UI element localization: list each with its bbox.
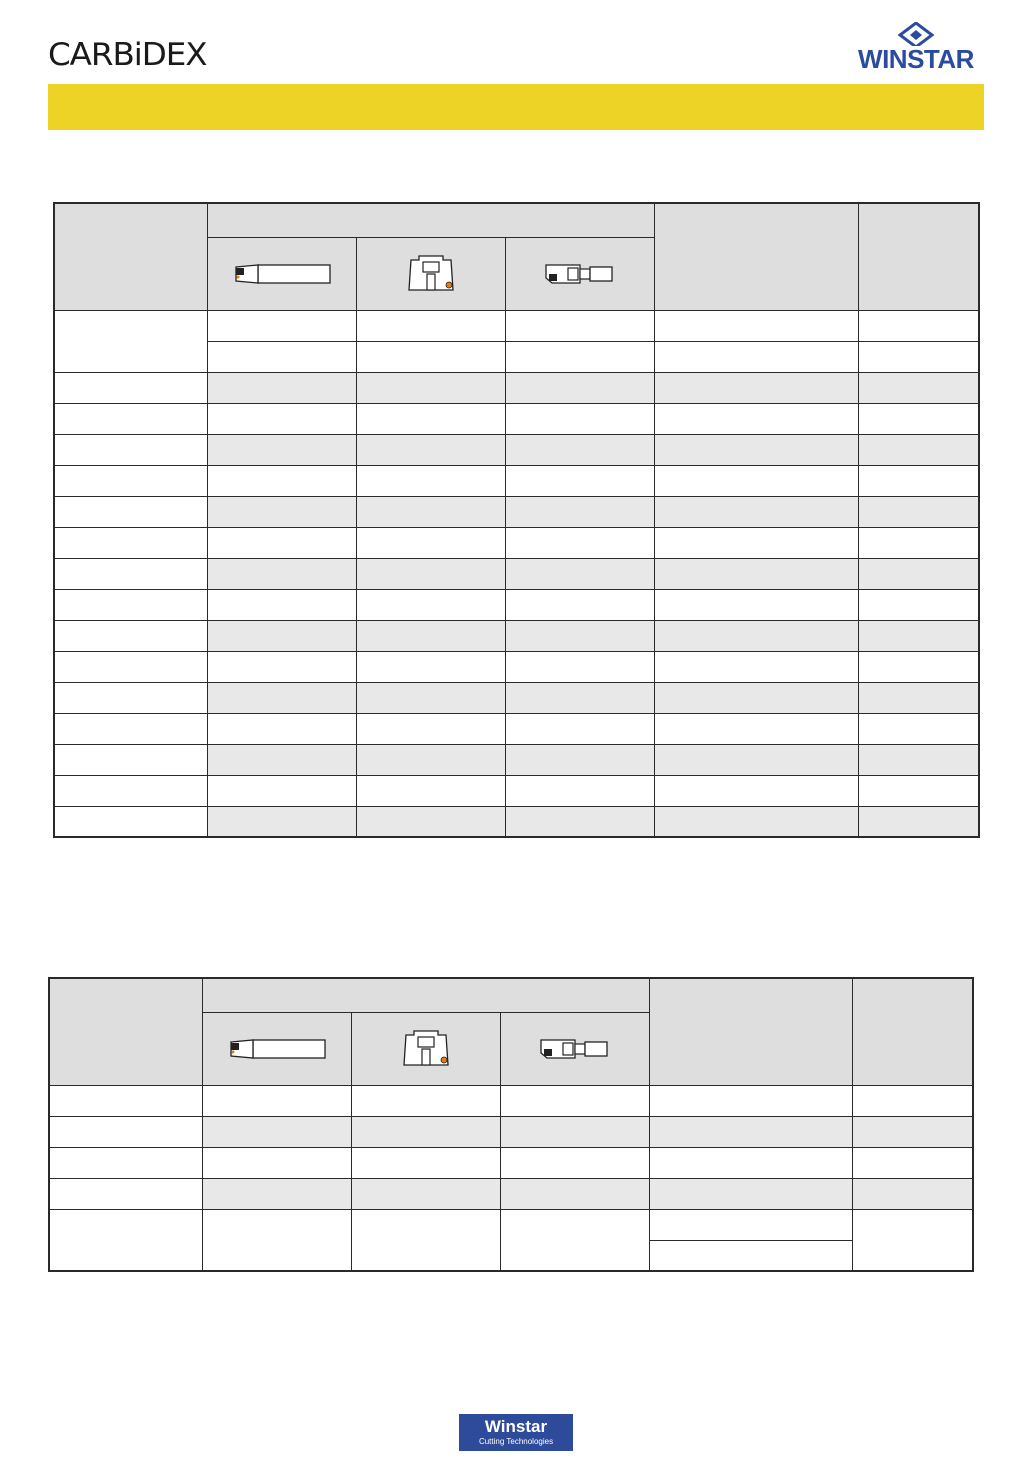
header-cell-grade	[654, 203, 858, 310]
table-cell	[49, 1209, 202, 1271]
grade-table-2	[48, 977, 974, 1272]
footer-tagline: Cutting Technologies	[478, 1437, 554, 1446]
table-cell	[207, 310, 356, 341]
carbidex-wordmark: CARBiDEX	[48, 37, 207, 73]
tool-type-end-mill	[207, 237, 356, 310]
header-cell-material	[49, 978, 202, 1085]
table-cell	[356, 310, 505, 341]
winstar-logo	[848, 22, 984, 72]
table-row	[54, 775, 979, 806]
table-row	[49, 1085, 973, 1116]
footer-brand: Winstar	[484, 1417, 548, 1436]
table-row	[54, 496, 979, 527]
table-cell	[649, 1209, 852, 1240]
table-cell	[500, 1209, 649, 1271]
grade-table-1	[53, 202, 980, 838]
tool-type-modular-head	[500, 1012, 649, 1085]
modular-head-icon	[539, 1036, 611, 1062]
table-row	[49, 1178, 973, 1209]
table-cell	[202, 1209, 351, 1271]
table-cell	[505, 310, 654, 341]
face-mill-cutter-icon	[400, 1029, 452, 1069]
table-cell	[207, 341, 356, 372]
table-cell	[654, 310, 858, 341]
table-cell	[54, 310, 207, 372]
tool-type-face-mill	[351, 1012, 500, 1085]
tool-type-end-mill	[202, 1012, 351, 1085]
winstar-footer-badge	[459, 1414, 573, 1451]
tool-type-modular-head	[505, 237, 654, 310]
face-mill-cutter-icon	[405, 254, 457, 294]
table-row	[54, 372, 979, 403]
table-cell	[351, 1209, 500, 1271]
table-row	[54, 434, 979, 465]
table-row	[54, 806, 979, 837]
table-cell	[654, 341, 858, 372]
end-mill-shank-icon	[232, 263, 332, 285]
table-row	[54, 713, 979, 744]
table-row	[54, 744, 979, 775]
table-cell	[356, 341, 505, 372]
header-cell-tool-types	[202, 978, 649, 1012]
table-row	[49, 1147, 973, 1178]
title-banner	[48, 84, 984, 130]
header-cell-material	[54, 203, 207, 310]
table-row	[54, 527, 979, 558]
table-cell	[852, 1209, 973, 1271]
carbidex-logo	[48, 37, 207, 73]
table-row	[54, 403, 979, 434]
header-cell-remarks	[852, 978, 973, 1085]
header-cell-tool-types	[207, 203, 654, 237]
header-cell-remarks	[858, 203, 979, 310]
table-row	[49, 1116, 973, 1147]
end-mill-shank-icon	[227, 1038, 327, 1060]
table-row	[54, 558, 979, 589]
table-row	[54, 620, 979, 651]
table-row	[54, 465, 979, 496]
modular-head-icon	[544, 261, 616, 287]
table-cell	[649, 1240, 852, 1271]
table-row	[54, 682, 979, 713]
winstar-diamond-icon	[892, 22, 940, 46]
tool-type-face-mill	[356, 237, 505, 310]
winstar-wordmark: WINSTAR	[858, 44, 974, 74]
table-row	[54, 589, 979, 620]
table-cell	[858, 310, 979, 341]
table-cell	[858, 341, 979, 372]
header-cell-grade	[649, 978, 852, 1085]
table-cell	[505, 341, 654, 372]
table-row	[54, 651, 979, 682]
